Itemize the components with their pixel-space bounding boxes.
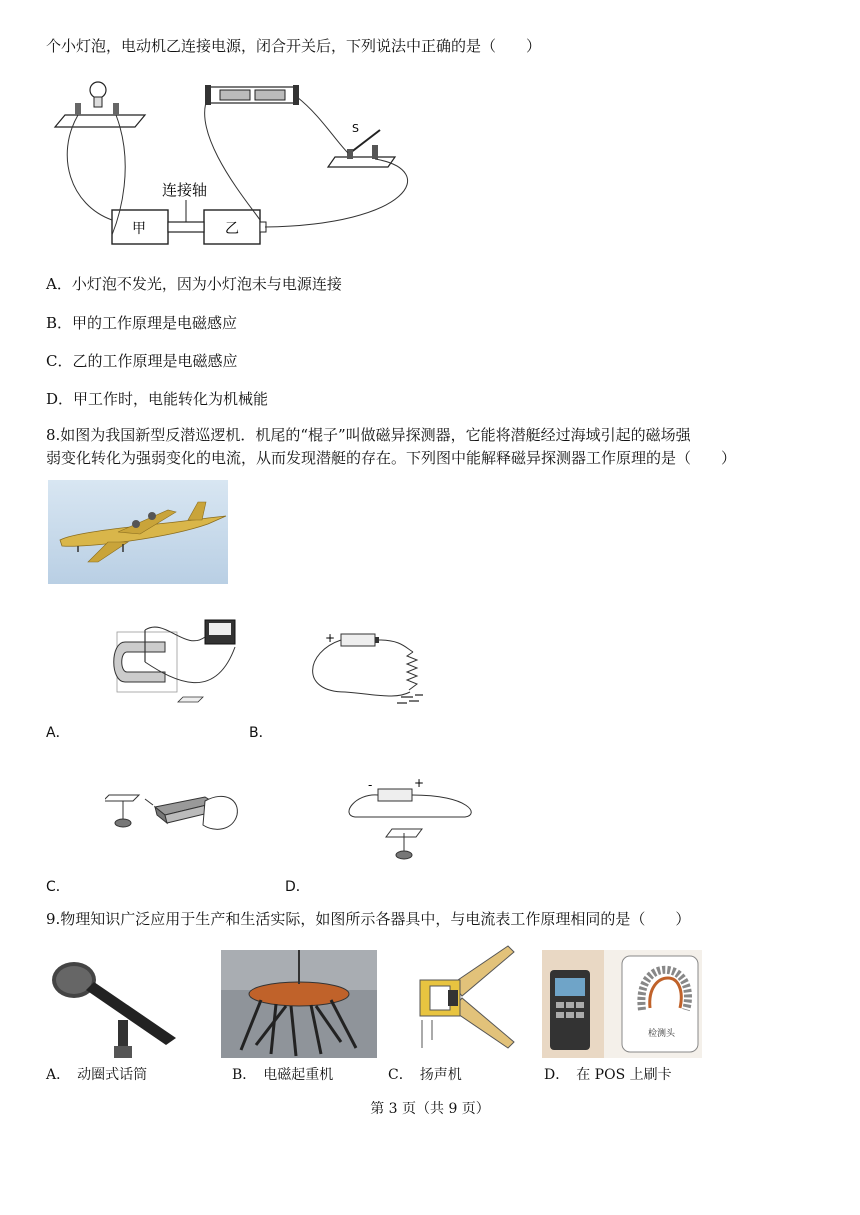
microphone-photo bbox=[46, 950, 186, 1058]
q9-option-d: D． 在 POS 上刷卡 bbox=[544, 1067, 672, 1083]
q8-label-c: C． bbox=[46, 879, 70, 895]
loudspeaker-diagram bbox=[412, 940, 518, 1058]
pos-machine-photo bbox=[542, 950, 702, 1058]
q9-option-a: A． 动圈式话筒 bbox=[46, 1067, 148, 1083]
q8-stem-line2: 弱变化转化为强弱变化的电流，从而发现潜艇的存在。下列图中能解释磁异探测器工作原理的是（ ） bbox=[46, 449, 737, 467]
battery-plus: + bbox=[414, 776, 425, 790]
motor-yi-label: 乙 bbox=[225, 221, 239, 237]
page-footer: 第 3 页（共 9 页） bbox=[370, 1101, 490, 1117]
q7-option-c: C．乙的工作原理是电磁感应 bbox=[46, 352, 238, 370]
battery-minus: - bbox=[368, 778, 373, 792]
switch-label: S bbox=[352, 122, 359, 135]
q7-stem: 个小灯泡，电动机乙连接电源，闭合开关后，下列说法中正确的是（ ） bbox=[46, 37, 542, 55]
q7-option-b: B．甲的工作原理是电磁感应 bbox=[46, 314, 238, 332]
q8-figure-d bbox=[340, 775, 480, 865]
battery-plus: + bbox=[325, 631, 336, 645]
q8-label-d: D． bbox=[285, 879, 310, 895]
q9-option-b: B． 电磁起重机 bbox=[232, 1067, 334, 1083]
q8-figure-a bbox=[105, 612, 255, 712]
probe-label: 检测头 bbox=[648, 1029, 676, 1039]
motor-jia-label: 甲 bbox=[132, 221, 146, 237]
q7-circuit-figure bbox=[50, 75, 430, 255]
q8-figure-c bbox=[105, 785, 255, 855]
axle-label: 连接轴 bbox=[162, 181, 208, 199]
q8-stem-line1: 8.如图为我国新型反潜巡逻机．机尾的“棍子”叫做磁异探测器，它能将潜艇经过海域引起的磁场强 bbox=[46, 426, 691, 444]
q7-option-d: D．甲工作时，电能转化为机械能 bbox=[46, 390, 269, 408]
electromagnetic-crane-photo bbox=[221, 950, 377, 1058]
q7-option-a: A．小灯泡不发光，因为小灯泡未与电源连接 bbox=[46, 275, 342, 293]
q8-label-a: A． bbox=[46, 725, 70, 741]
q9-option-c: C． 扬声机 bbox=[388, 1067, 462, 1083]
q8-label-b: B． bbox=[249, 725, 273, 741]
q9-stem: 9.物理知识广泛应用于生产和生活实际，如图所示各器具中，与电流表工作原理相同的是（ ） bbox=[46, 910, 691, 928]
patrol-aircraft-photo bbox=[48, 480, 228, 584]
q8-figure-b bbox=[305, 622, 445, 714]
